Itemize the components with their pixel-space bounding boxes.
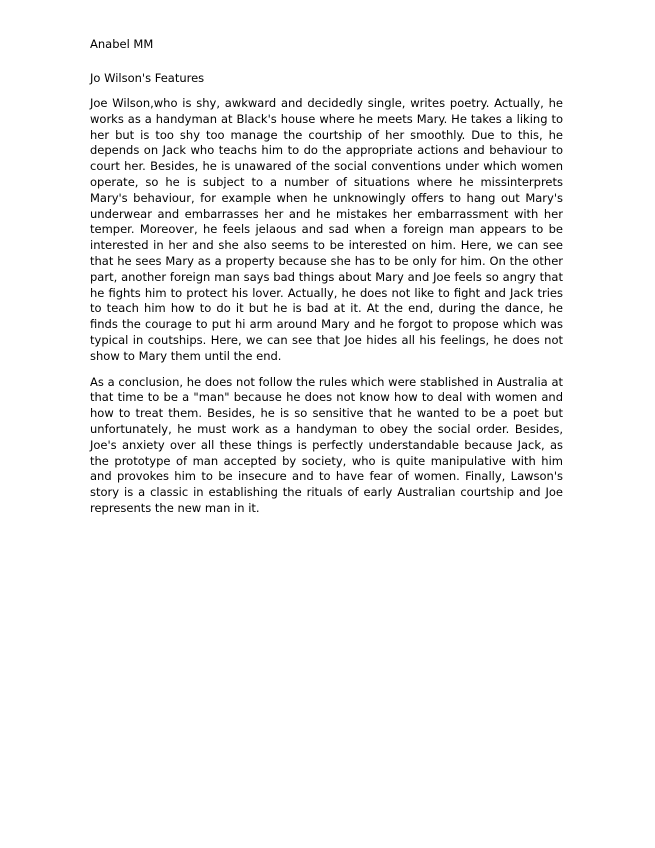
body-paragraph-1: Joe Wilson,who is shy, awkward and decidedly single, writes poetry. Actually, he works as a handyman at Black's house where he meets Mary. He takes a liking to her but is too shy too manage the courtship of her smoothly. Due to this, he depends on Jack who teachs him to do the appropriate actions and behaviour to court her. Besides, he is unawared of the social conventions under which women operate, so he is subject to a number of situations where he missinterprets Mary's behaviour, for example when he unknowingly offers to hang out Mary's underwear and embarrasses her and he mistakes her embarrassment with her temper. Moreover, he feels jelaous and sad when a foreign man appears to be interested in her and she also seems to be interested on him. Here, we can see that he sees Mary as a property because she has to be only for him. On the other part, another foreign man says bad things about Mary and Joe feels so angry that he fights him to protect his lover. Actually, he does not like to fight and Jack tries to teach him how to do it but he is bad at it. At the end, during the dance, he finds the courage to put hi arm around Mary and he forgot to propose which was typical in coutships. Here, we can see that Joe hides all his feelings, he does not show to Mary them until the end. — [90, 96, 563, 363]
author-name: Anabel MM — [90, 37, 154, 51]
document-title: Jo Wilson's Features — [90, 71, 205, 85]
body-paragraph-2: As a conclusion, he does not follow the rules which were stablished in Australia at that time to be a "man" because he does not know how to deal with women and how to treat them. Besides, he is so sensitive that he wanted to be a poet but unfortunately, he must work as a handyman to obey the social order. Besides, Joe's anxiety over all these things is perfectly understandable because Jack, as the prototype of man accepted by society, who is quite manipulative with him and provokes him to be insecure and to have fear of women. Finally, Lawson's story is a classic in establishing the rituals of early Australian courtship and Joe represents the new man in it. — [90, 374, 563, 515]
document-body — [90, 36, 563, 517]
